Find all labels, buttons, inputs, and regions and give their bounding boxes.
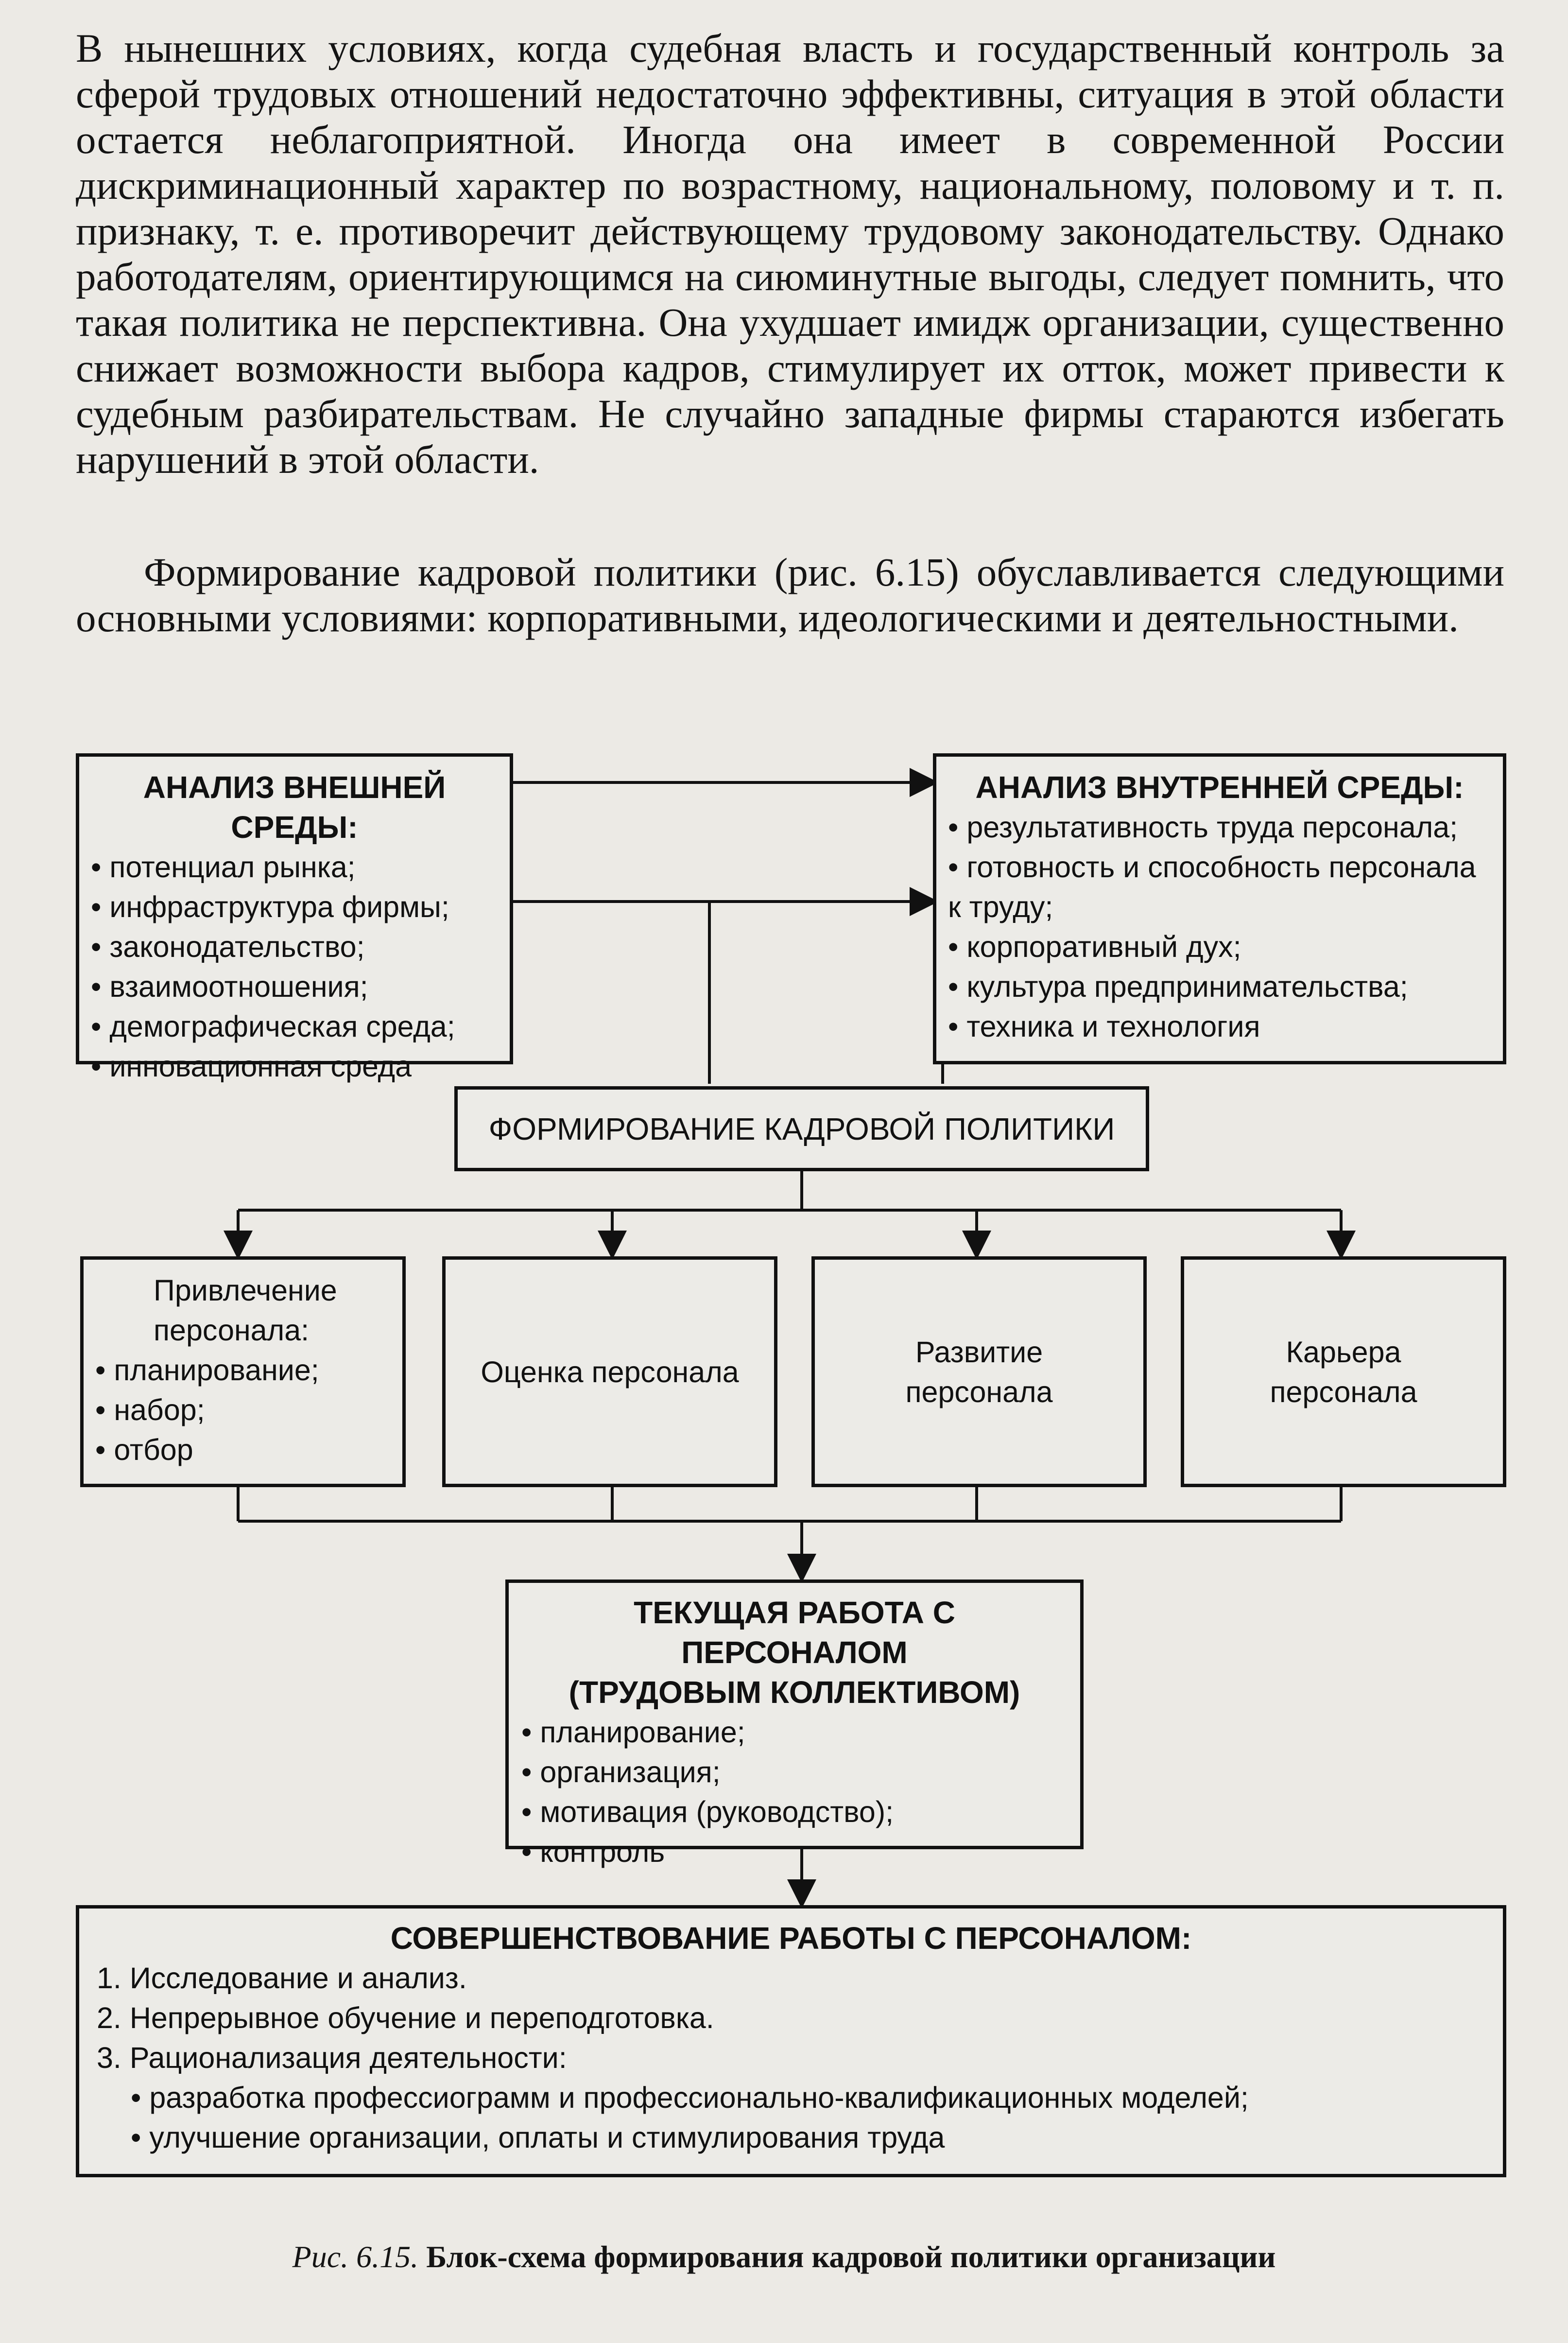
list-item: • организация; [521, 1752, 1068, 1792]
list-item: • разработка профессиограмм и профессионально-квалификационных моделей; [131, 2078, 1485, 2117]
list-item: • корпоративный дух; [948, 927, 1491, 967]
list-item: • контроль [521, 1832, 1068, 1872]
list-item: • результативность труда персонала; [948, 807, 1491, 847]
current-work-list [521, 1712, 1068, 1872]
improvement-sublist [97, 2078, 1485, 2157]
current-work-subtitle: (ТРУДОВЫМ КОЛЛЕКТИВОМ) [569, 1675, 1020, 1710]
evaluation-box [442, 1256, 777, 1487]
arrow-external-to-formation [510, 902, 709, 1084]
career-box [1181, 1256, 1506, 1487]
list-item: • набор; [95, 1390, 391, 1430]
list-item: • планирование; [521, 1712, 1068, 1752]
internal-analysis-box [933, 753, 1506, 1064]
list-item: • улучшение организации, оплаты и стимулирования труда [131, 2117, 1485, 2157]
internal-analysis-title: АНАЛИЗ ВНУТРЕННЕЙ СРЕДЫ: [975, 770, 1464, 805]
career-label: Карьера персонала [1270, 1335, 1417, 1408]
formation-box [454, 1086, 1149, 1171]
external-analysis-list [91, 847, 498, 1086]
current-work-box [505, 1579, 1084, 1868]
figure-label: Рис. 6.15. [292, 2239, 419, 2274]
current-work-title: ТЕКУЩАЯ РАБОТА С ПЕРСОНАЛОМ [634, 1595, 955, 1670]
list-item: • планирование; [95, 1350, 391, 1390]
external-analysis-title: АНАЛИЗ ВНЕШНЕЙ СРЕДЫ: [143, 770, 446, 845]
list-item: • мотивация (руководство); [521, 1792, 1068, 1832]
list-item: • законодательство; [91, 927, 498, 967]
list-item: • демографическая среда; [91, 1007, 498, 1046]
list-item: • готовность и способность персонала к труду; [948, 847, 1491, 927]
internal-analysis-list [948, 807, 1491, 1046]
list-item: • инфраструктура фирмы; [91, 887, 498, 927]
improvement-box [76, 1905, 1506, 2177]
attraction-list [95, 1350, 391, 1470]
list-item: • техника и технология [948, 1007, 1491, 1046]
attraction-title: Привлечение персонала: [154, 1274, 337, 1347]
improvement-step: 1. Исследование и анализ. [97, 1961, 467, 1995]
attraction-box [80, 1256, 406, 1487]
formation-label: ФОРМИРОВАНИЕ КАДРОВОЙ ПОЛИТИКИ [488, 1111, 1115, 1146]
evaluation-label: Оценка персонала [481, 1355, 739, 1388]
figure-caption [0, 2239, 1568, 2275]
list-item: • взаимоотношения; [91, 967, 498, 1007]
development-box [811, 1256, 1147, 1487]
list-item: • инновационная среда [91, 1046, 498, 1086]
figure-title: Блок-схема формирования кадровой политики организации [426, 2239, 1276, 2274]
external-analysis-box [76, 753, 513, 1083]
list-item: • потенциал рынка; [91, 847, 498, 887]
development-label: Развитие персонала [905, 1335, 1053, 1408]
improvement-step: 2. Непрерывное обучение и переподготовка. [97, 2001, 714, 2034]
list-item: • отбор [95, 1430, 391, 1470]
improvement-step: 3. Рационализация деятельности: [97, 2041, 567, 2074]
paragraph-formation-conditions: Формирование кадровой политики (рис. 6.15) обуславливается следующими основными условиями: корпоративными, идеологическими и деятельностными. [76, 550, 1504, 640]
improvement-title: СОВЕРШЕНСТВОВАНИЕ РАБОТЫ С ПЕРСОНАЛОМ: [390, 1921, 1192, 1956]
list-item: • культура предпринимательства; [948, 967, 1491, 1007]
paragraph-discrimination: В нынешних условиях, когда судебная власть и государственный контроль за сферой трудовых отношений недостаточно эффективны, ситуация в этой области остается неблагоприятной. Иногда она имеет в современной России дискриминационный характер по возрастному, национальному, половому и т. п. признаку, т. е. противоречит действующему трудовому законодательству. Однако работодателям, ориентирующимся на сиюминутные выгоды, следует помнить, что такая политика не перспективна. Она ухудшает имидж организации, существенно снижает возможности выбора кадров, стимулирует их отток, может привести к судебным разбирательствам. Не случайно западные фирмы стараются избегать нарушений в этой области. [76, 26, 1504, 482]
